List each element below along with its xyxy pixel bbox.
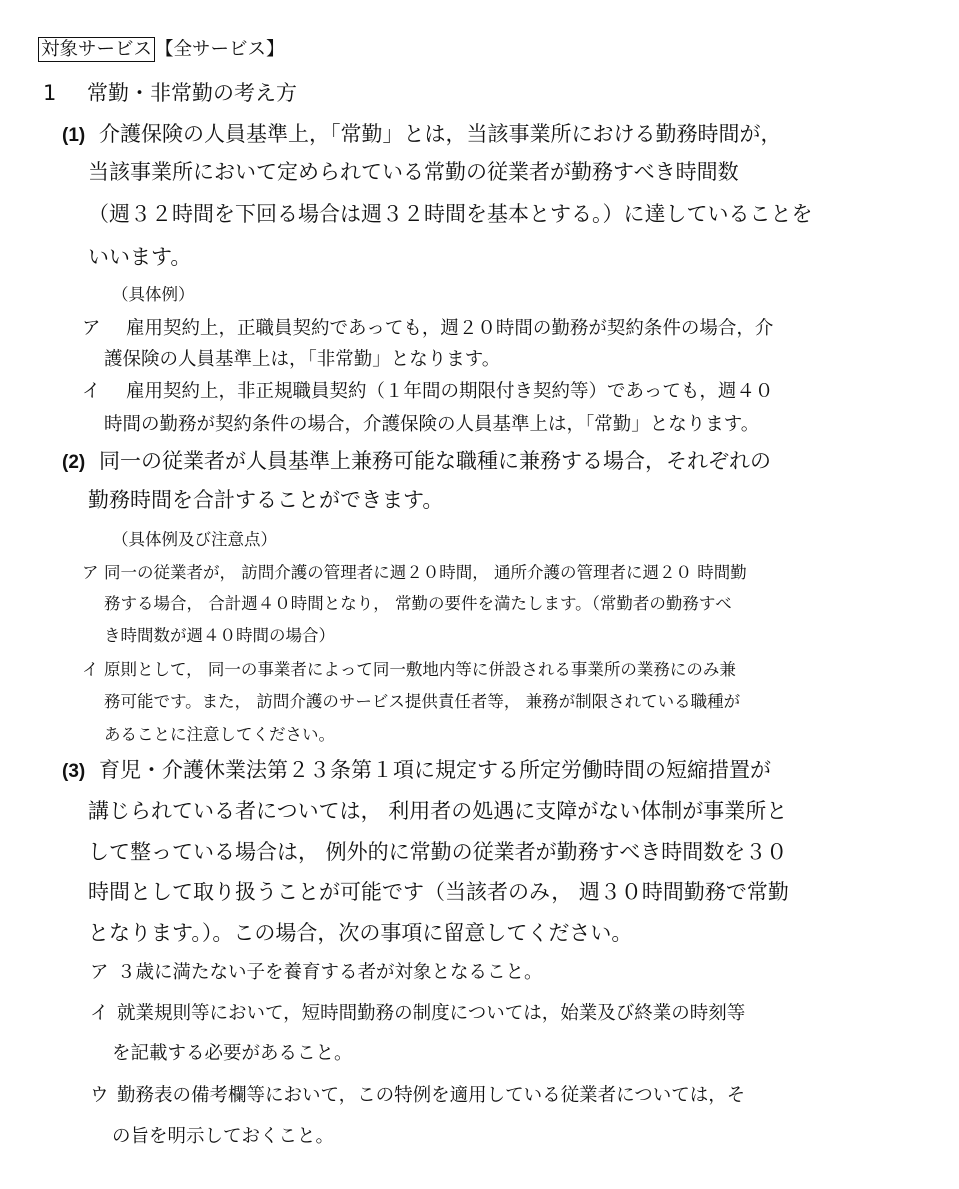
example-marker: イ [82, 660, 99, 679]
para-1-example-heading: （具体例） [112, 285, 195, 304]
para-3-line-1 [62, 758, 771, 784]
para-3-text-line: 育児・介護休業法第２３条第１項に規定する所定労働時間の短縮措置が [99, 758, 771, 782]
target-service-header [38, 37, 285, 62]
para-1-text-line: （週３２時間を下回る場合は週３２時間を基本とする。）に達していることを [88, 202, 813, 226]
para-1-text-line: 介護保険の人員基準上，「常勤」とは，当該事業所における勤務時間が， [99, 122, 782, 146]
item-text-line: ３歳に満たない子を養育する者が対象となること。 [117, 962, 543, 983]
example-text-line: 時間の勤務が契約条件の場合，介護保険の人員基準上は，「常勤」となります。 [104, 414, 760, 435]
example-marker: イ [82, 381, 101, 402]
para-2-example-heading: （具体例及び注意点） [112, 530, 277, 549]
para-3-item-b [90, 1003, 745, 1025]
example-text-line: 雇用契約上，正職員契約であっても，週２０時間の勤務が契約条件の場合，介 [126, 318, 774, 339]
example-text-line: き時間数が週４０時間の場合） [104, 626, 335, 645]
para-3-text-line: となります。）。この場合，次の事項に留意してください。 [88, 921, 633, 945]
para-3-text-line: 講じられている者については， 利用者の処遇に支障がない体制が事業所と [88, 799, 788, 823]
section-title: 常勤・非常勤の考え方 [87, 81, 297, 105]
example-text-line: あることに注意してください。 [104, 725, 335, 744]
para-1-text-line: いいます。 [88, 245, 192, 269]
target-service-value: 【全サービス】 [155, 39, 285, 60]
para-3-number: (3) [62, 761, 86, 782]
item-text-line: 就業規則等において，短時間勤務の制度については，始業及び終業の時刻等 [117, 1003, 746, 1024]
para-2-example-a-line-1 [82, 563, 747, 583]
example-text-line: 護保険の人員基準上は，「非常勤」となります。 [104, 349, 501, 370]
item-marker: ウ [90, 1085, 109, 1106]
item-text-line: 勤務表の備考欄等において，この特例を適用している従業者については，そ [117, 1085, 746, 1106]
target-service-label: 対象サービス [38, 37, 155, 62]
example-marker: ア [82, 563, 99, 582]
para-1-text-line: 当該事業所において定められている常勤の従業者が勤務すべき時間数 [88, 160, 739, 184]
para-3-text-line: して整っている場合は， 例外的に常勤の従業者が勤務すべき時間数を３０ [88, 840, 788, 864]
para-2-text-line: 同一の従業者が人員基準上兼務可能な職種に兼務する場合，それぞれの [99, 449, 771, 473]
para-2-example-b-line-1 [82, 660, 736, 680]
example-text-line: 務する場合， 合計週４０時間となり， 常勤の要件を満たします。（常勤者の勤務すべ [104, 594, 732, 613]
item-marker: イ [90, 1003, 109, 1024]
example-text-line: 原則として， 同一の事業者によって同一敷地内等に併設される事業所の業務にのみ兼 [104, 660, 736, 679]
item-marker: ア [90, 962, 109, 983]
para-1-example-a-line-1 [82, 318, 773, 340]
para-2-line-1 [62, 449, 771, 475]
para-2-text-line: 勤務時間を合計することができます。 [88, 488, 444, 512]
section-number: 1 [43, 81, 57, 105]
para-3-item-a [90, 962, 543, 984]
example-text-line: 同一の従業者が， 訪問介護の管理者に週２０時間， 通所介護の管理者に週２０ 時間勤 [104, 563, 747, 582]
para-1-example-b-line-1 [82, 381, 773, 403]
para-2-number: (2) [62, 452, 86, 473]
example-marker: ア [82, 318, 101, 339]
example-text-line: 務可能です。また， 訪問介護のサービス提供責任者等， 兼務が制限されている職種が [104, 692, 741, 711]
item-text-line: を記載する必要があること。 [112, 1043, 353, 1064]
para-1-number: (1) [62, 125, 86, 146]
para-1-line-1 [62, 122, 782, 148]
section-heading [43, 81, 297, 106]
para-3-item-c [90, 1085, 745, 1107]
example-text-line: 雇用契約上，非正規職員契約（１年間の期限付き契約等）であっても，週４０ [126, 381, 774, 402]
para-3-text-line: 時間として取り扱うことが可能です（当該者のみ， 週３０時間勤務で常勤 [88, 880, 789, 904]
item-text-line: の旨を明示しておくこと。 [112, 1126, 335, 1147]
